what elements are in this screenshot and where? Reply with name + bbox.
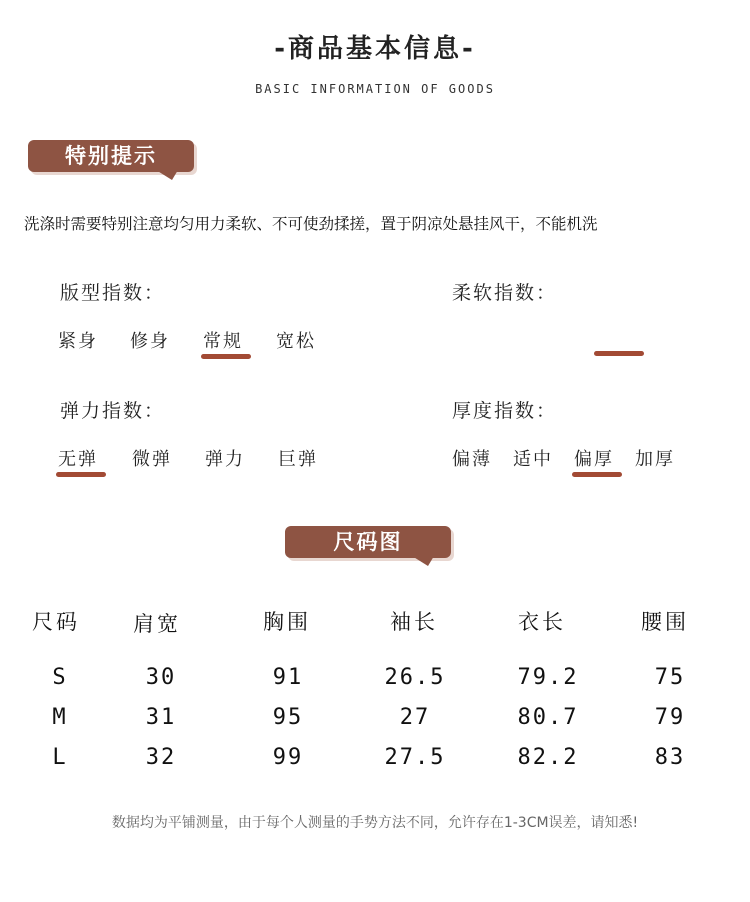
thickness-option-thick: 偏厚 — [574, 449, 614, 470]
special-notice-badge — [28, 140, 194, 172]
table-cell-size: L — [52, 745, 68, 770]
fit-option-tight: 紧身 — [58, 331, 98, 352]
table-cell: 26.5 — [384, 665, 446, 690]
table-header-waist: 腰围 — [641, 610, 689, 634]
table-cell-size: M — [52, 705, 68, 730]
table-header-length: 衣长 — [518, 610, 566, 634]
elasticity-option-stretch: 弹力 — [205, 449, 245, 470]
table-cell: 32 — [145, 745, 177, 770]
table-cell: 30 — [145, 665, 177, 690]
fit-option-loose: 宽松 — [276, 331, 316, 352]
elasticity-option-none: 无弹 — [58, 449, 98, 470]
elasticity-selected-underline — [56, 472, 106, 477]
page-title: -商品基本信息- — [274, 34, 476, 64]
measurement-footnote: 数据均为平铺测量，由于每个人测量的手势方法不同，允许存在1-3CM误差，请知悉! — [111, 815, 639, 831]
table-cell: 79.2 — [517, 665, 579, 690]
table-cell: 91 — [272, 665, 304, 690]
fit-selected-underline — [201, 354, 251, 359]
table-cell: 82.2 — [517, 745, 579, 770]
table-cell: 75 — [654, 665, 686, 690]
table-cell: 27 — [399, 705, 431, 730]
table-cell: 79 — [654, 705, 686, 730]
table-cell-size: S — [52, 665, 68, 690]
care-instructions: 洗涤时需要特别注意均匀用力柔软、不可使劲揉搓，置于阴凉处悬挂风干，不能机洗 — [24, 215, 598, 233]
softness-index-label: 柔软指数： — [452, 282, 558, 304]
size-chart-badge-label: 尺码图 — [333, 530, 403, 554]
table-header-size: 尺码 — [32, 610, 80, 634]
table-cell: 95 — [272, 705, 304, 730]
elasticity-option-super: 巨弹 — [278, 449, 318, 470]
table-cell: 31 — [145, 705, 177, 730]
page-subtitle: BASIC INFORMATION OF GOODS — [255, 82, 495, 96]
fit-option-slim: 修身 — [130, 331, 170, 352]
thickness-option-extra-thick: 加厚 — [635, 449, 675, 470]
elasticity-option-slight: 微弹 — [132, 449, 172, 470]
elasticity-index-label: 弹力指数： — [60, 400, 166, 422]
thickness-selected-underline — [572, 472, 622, 477]
softness-selected-underline — [594, 351, 644, 356]
thickness-option-medium: 适中 — [513, 449, 553, 470]
table-cell: 80.7 — [517, 705, 579, 730]
badge-tail-decoration — [156, 170, 178, 180]
badge-tail-decoration — [412, 556, 434, 566]
thickness-option-thin: 偏薄 — [452, 449, 492, 470]
table-header-shoulder: 肩宽 — [133, 612, 181, 636]
special-notice-badge-label: 特别提示 — [65, 144, 157, 168]
table-header-sleeve: 袖长 — [390, 610, 438, 634]
thickness-index-label: 厚度指数： — [452, 400, 558, 422]
table-cell: 83 — [654, 745, 686, 770]
size-chart-badge — [285, 526, 451, 558]
table-cell: 27.5 — [384, 745, 446, 770]
table-header-chest: 胸围 — [263, 610, 311, 634]
fit-index-label: 版型指数： — [60, 282, 166, 304]
table-cell: 99 — [272, 745, 304, 770]
fit-option-regular: 常规 — [203, 331, 243, 352]
